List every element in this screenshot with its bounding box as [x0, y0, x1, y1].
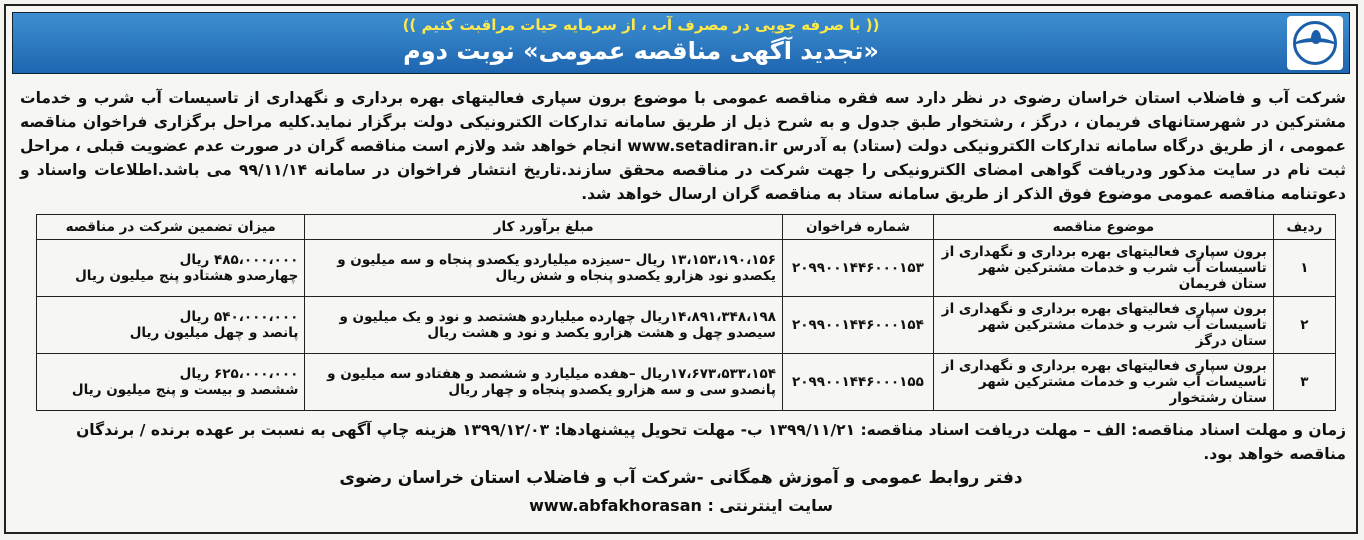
notice-header	[12, 12, 1350, 74]
estimate-amount: ۱۷،۶۷۳،۵۳۳،۱۵۴ریال –هفده میلیارد و ششصد و هفتادو سه میلیون و پانصدو سی و سه هزارو یکصدو پنجاه و چهار ریال	[305, 354, 783, 411]
guarantee-cell	[37, 354, 305, 411]
tender-subject: برون سپاری فعالیتهای بهره برداری و نگهداری از تاسیسات آب شرب و خدمات مشترکین شهر ستان رشتخوار	[933, 354, 1273, 411]
tender-subject: برون سپاری فعالیتهای بهره برداری و نگهداری از تاسیسات آب شرب و خدمات مشترکین شهر ستان فریمان	[933, 240, 1273, 297]
slogan: (( با صرفه جویی در مصرف آب ، از سرمایه حیات مراقبت کنیم ))	[402, 16, 880, 34]
intro-paragraph: شرکت آب و فاضلاب استان خراسان رضوی در نظر دارد سه فقره مناقصه عمومی با موضوع برون سپاری فعالیتهای بهره برداری و نگهداری از تاسیسات آب شرب و خدمات مشترکین در شهرستانهای فریمان ، درگز ، رشتخوار طبق جدول و به شرح ذیل از طریق سامانه تدارکات الکترونیکی دولت برگزار نماید.کلیه مراحل برگزاری فراخوان مناقصه عمومی ، از طریق درگاه سامانه تدارکات الکترونیکی دولت (ستاد) به آدرس www.setadiran.ir انجام خواهد شد ولازم است مناقصه گران در صورت عدم عضویت قبلی ، مراحل ثبت نام در سایت مذکور ودریافت گواهی امضای الکترونیکی را جهت شرکت در مناقصه محقق سازند.تاریخ انتشار فراخوان در سامانه ۹۹/۱۱/۱۴ می باشد.اطلاعات واسناد و دعوتنامه مناقصه عمومی موضوع فوق الذکر از طریق سامانه ستاد به مناقصه گران ارسال خواهد شد.	[20, 89, 1346, 203]
call-number: ۲۰۹۹۰۰۱۴۴۶۰۰۰۱۵۳	[782, 240, 933, 297]
table-header-row	[37, 215, 1336, 240]
table-row	[37, 297, 1336, 354]
water-company-logo-icon	[1287, 16, 1343, 70]
guarantee-cell	[37, 240, 305, 297]
estimate-amount: ۱۳،۱۵۳،۱۹۰،۱۵۶ ریال –سیزده میلیاردو یکصدو پنجاه و سه میلیون و یکصدو نود هزارو یکصدو پنجاه و شش ریال	[305, 240, 783, 297]
table-row	[37, 354, 1336, 411]
header-row-number: ردیف	[1273, 215, 1335, 240]
deadline-paragraph: زمان و مهلت اسناد مناقصه: الف – مهلت دریافت اسناد مناقصه: ۱۳۹۹/۱۱/۲۱ ب- مهلت تحویل پیشنهادها: ۱۳۹۹/۱۲/۰۳ هزینه چاپ آگهی به نسبت بر عهده برنده / برندگان مناقصه خواهد بود.	[76, 421, 1346, 463]
call-number: ۲۰۹۹۰۰۱۴۴۶۰۰۰۱۵۵	[782, 354, 933, 411]
row-number: ۲	[1273, 297, 1335, 354]
website-line: سایت اینترنتی : www.abfakhorasan	[529, 496, 833, 515]
header-estimate: مبلغ برآورد کار	[305, 215, 783, 240]
guarantee-words: ششصد و بیست و پنج میلیون ریال	[71, 382, 299, 398]
call-number: ۲۰۹۹۰۰۱۴۴۶۰۰۰۱۵۴	[782, 297, 933, 354]
header-subject: موضوع مناقصه	[933, 215, 1273, 240]
guarantee-amount: ۶۲۵،۰۰۰،۰۰۰ ریال	[179, 366, 299, 382]
estimate-amount: ۱۴،۸۹۱،۳۴۸،۱۹۸ریال چهارده میلیاردو هشتصد و نود و یک میلیون و سیصدو چهل و هشت هزارو یکصد و نود و هشت ریال	[305, 297, 783, 354]
table-row	[37, 240, 1336, 297]
guarantee-amount: ۵۴۰،۰۰۰،۰۰۰ ریال	[179, 309, 299, 325]
notice-title: «تجدید آگهی مناقصه عمومی» نوبت دوم	[403, 37, 879, 65]
header-call-number: شماره فراخوان	[782, 215, 933, 240]
tender-notice	[4, 4, 1358, 534]
guarantee-amount: ۴۸۵،۰۰۰،۰۰۰ ریال	[179, 252, 299, 268]
row-number: ۱	[1273, 240, 1335, 297]
tender-table	[36, 214, 1336, 411]
row-number: ۳	[1273, 354, 1335, 411]
header-guarantee: میزان تضمین شرکت در مناقصه	[37, 215, 305, 240]
guarantee-cell	[37, 297, 305, 354]
tender-subject: برون سپاری فعالیتهای بهره برداری و نگهداری از تاسیسات آب شرب و خدمات مشترکین شهر ستان درگز	[933, 297, 1273, 354]
issuing-office: دفتر روابط عمومی و آموزش همگانی -شرکت آب و فاضلاب استان خراسان رضوی	[339, 468, 1023, 488]
guarantee-words: پانصد و چهل میلیون ریال	[129, 325, 299, 341]
guarantee-words: چهارصدو هشتادو پنج میلیون ریال	[75, 268, 299, 284]
